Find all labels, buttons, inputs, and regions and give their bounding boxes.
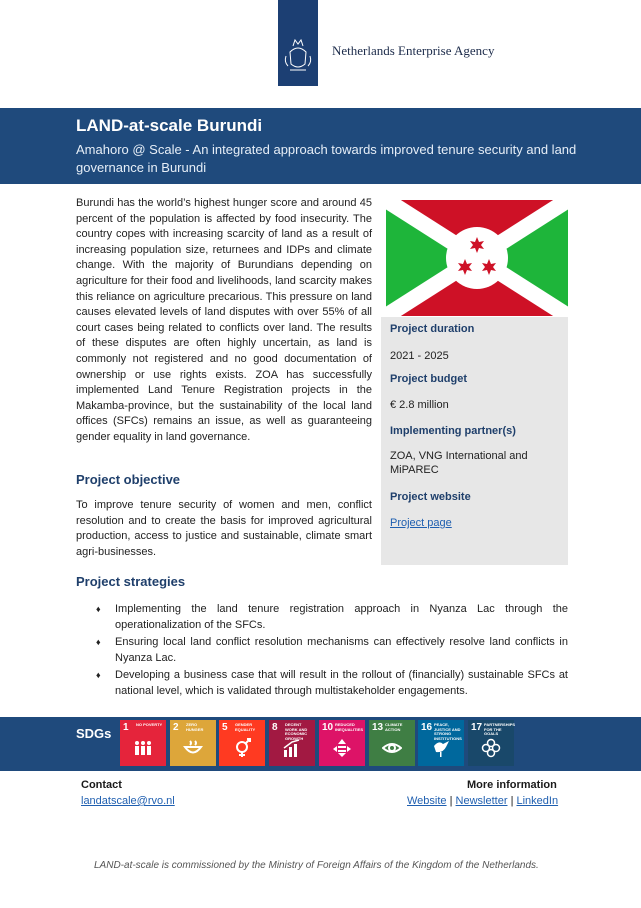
diamond-bullet-icon: ♦ xyxy=(96,670,101,680)
newsletter-link[interactable]: Newsletter xyxy=(455,795,508,807)
intro-paragraph: Burundi has the world’s highest hunger score and around 45 percent of the population is affected by food insecurity. The country copes with increasing scarcity of land as a result of increasing population size, returnees and IDPs and climate change. With the majority of Burundians depending on agriculture for their food and livelihoods, land scarcity makes this reliance on agriculture precarious. This pressure on land causes elevated levels of land disputes with over 55% of all court cases being related to conflicts over land. The results of these disputes are often highly uncertain, as land is commonly not registered and no good documentation of ownership or use rights exists. ZOA has successfully implemented Land Tenure Registration projects in the Makamba-province, but the sustainability of the local land offices (SFCs) remains an issue, as well as guaranteeing gender equality in land governance. xyxy=(76,197,372,443)
sdg-label: SDGs xyxy=(76,726,112,741)
strategies-list xyxy=(92,602,568,701)
eye-globe-icon xyxy=(382,738,402,758)
budget-label: Project budget xyxy=(390,373,468,385)
diamond-bullet-icon: ♦ xyxy=(96,637,101,647)
logo-bar xyxy=(278,0,318,86)
more-info-links xyxy=(407,795,558,807)
dove-icon xyxy=(431,738,451,758)
page-title: LAND-at-scale Burundi xyxy=(76,116,263,135)
partners-value: ZOA, VNG International and MiPAREC xyxy=(390,450,528,476)
link-separator: | xyxy=(510,795,514,807)
sdg-5-tile: 5 GENDER EQUALITY xyxy=(219,720,265,766)
list-item: ♦ Developing a business case that will result in the rollout of (financially) sustainable SFCs at national level, which is validated through multistakeholder engagements. xyxy=(96,669,568,697)
duration-value: 2021 - 2025 xyxy=(390,350,449,362)
diamond-bullet-icon: ♦ xyxy=(96,604,101,614)
website-label: Project website xyxy=(390,491,471,503)
list-item: ♦ Ensuring local land conflict resolution mechanisms can effectively resolve land conflicts in Nyanza Lac. xyxy=(96,636,568,664)
partners-label: Implementing partner(s) xyxy=(390,425,516,437)
gender-equality-icon xyxy=(232,738,252,758)
sdg-16-tile: 16 PEACE, JUSTICE AND STRONG INSTITUTIONS xyxy=(418,720,464,766)
sdg-13-tile: 13 CLIMATE ACTION xyxy=(369,720,415,766)
more-info-heading: More information xyxy=(467,779,557,791)
bowl-icon xyxy=(183,738,203,758)
link-separator: | xyxy=(449,795,453,807)
objective-heading: Project objective xyxy=(76,472,181,487)
objective-text: To improve tenure security of women and men, conflict resolution and to create the basis for improved agricultural production, access to justice and sustainable, climate smart agri-businesses. xyxy=(76,499,372,558)
family-icon xyxy=(133,738,153,758)
equality-arrows-icon xyxy=(332,738,352,758)
list-item: ♦ Implementing the land tenure registration approach in Nyanza Lac through the operationalization of the SFCs. xyxy=(96,603,568,631)
duration-label: Project duration xyxy=(390,323,475,335)
agency-name: Netherlands Enterprise Agency xyxy=(332,43,495,58)
sdg-17-tile: 17 PARTNERSHIPS FOR THE GOALS xyxy=(468,720,514,766)
footnote: LAND-at-scale is commissioned by the Ministry of Foreign Affairs of the Kingdom of the Netherlands. xyxy=(94,860,539,871)
contact-heading: Contact xyxy=(81,779,122,791)
linkedin-link[interactable]: LinkedIn xyxy=(516,795,559,807)
website-link[interactable]: Website xyxy=(407,795,447,807)
sdg-1-tile: 1 NO POVERTY xyxy=(120,720,166,766)
strategies-heading: Project strategies xyxy=(76,574,186,589)
sdg-10-tile: 10 REDUCED INEQUALITIES xyxy=(319,720,365,766)
project-page-link[interactable]: Project page xyxy=(390,517,452,529)
page-subtitle: Amahoro @ Scale - An integrated approach towards improved tenure security and land governance in Burundi xyxy=(76,142,577,175)
sdg-8-tile: 8 DECENT WORK AND ECONOMIC GROWTH xyxy=(269,720,315,766)
budget-value: € 2.8 million xyxy=(390,399,449,411)
contact-email-link[interactable]: landatscale@rvo.nl xyxy=(81,795,175,807)
burundi-flag-icon xyxy=(386,200,568,316)
growth-chart-icon xyxy=(282,738,302,758)
coat-of-arms-icon xyxy=(278,0,318,86)
partnership-rings-icon xyxy=(481,738,501,758)
sdg-2-tile: 2 ZERO HUNGER xyxy=(170,720,216,766)
